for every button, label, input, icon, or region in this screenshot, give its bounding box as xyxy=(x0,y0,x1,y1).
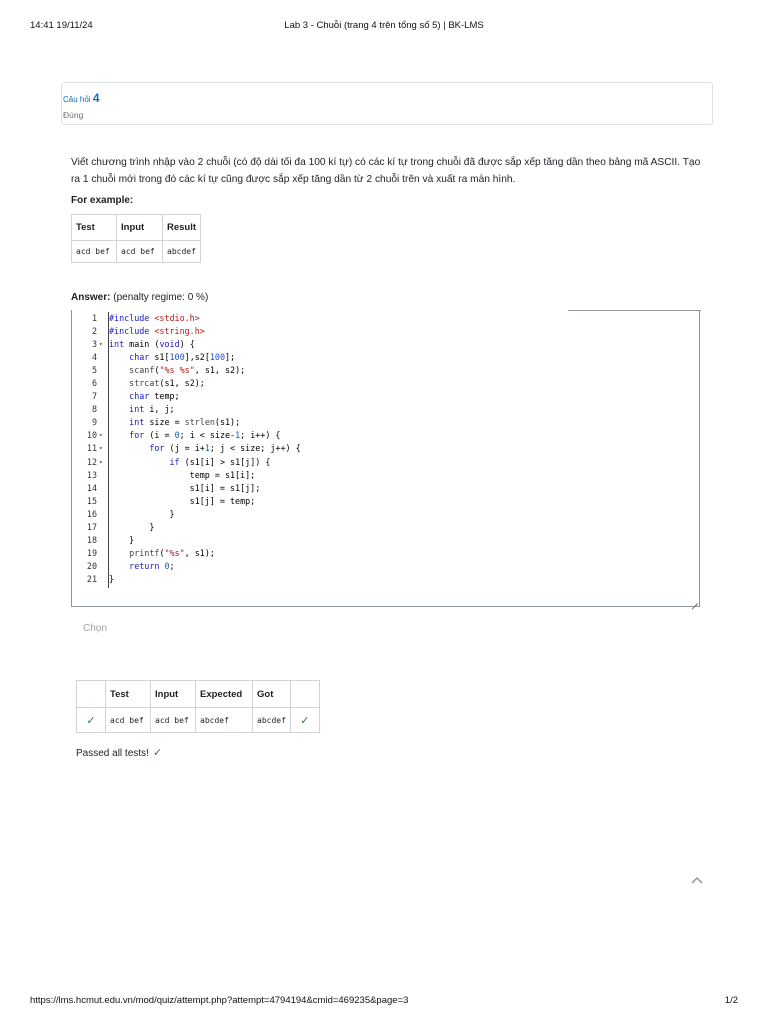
code-text: s1[i] = s1[j]; xyxy=(109,482,261,493)
line-number: 4 xyxy=(91,352,97,363)
answer-label xyxy=(71,292,208,303)
cell-expected: abcdef xyxy=(196,708,253,733)
header-status xyxy=(77,681,106,708)
header-input: Input xyxy=(117,215,163,241)
line-number: 7 xyxy=(91,391,97,402)
print-header xyxy=(30,20,738,34)
results-table xyxy=(76,680,320,733)
code-text: } xyxy=(109,534,135,545)
table-row xyxy=(72,241,201,263)
line-number: 14 xyxy=(86,482,97,493)
line-number: 8 xyxy=(91,404,97,415)
question-number-value: 4 xyxy=(92,91,100,105)
header-test: Test xyxy=(106,681,151,708)
line-number: 3 xyxy=(91,339,97,350)
question-label: Câu hỏi xyxy=(63,95,91,104)
line-number: 12 xyxy=(86,456,97,467)
passed-message xyxy=(76,746,162,759)
table-row xyxy=(77,708,320,733)
cell-test: acd bef xyxy=(106,708,151,733)
pass-check-icon xyxy=(77,708,106,733)
line-number: 2 xyxy=(91,326,97,337)
question-number xyxy=(63,91,100,105)
code-text: #include <string.h> xyxy=(109,326,205,337)
cell-input: acd bef xyxy=(117,241,163,263)
code-text: int i, j; xyxy=(129,404,175,415)
fold-icon[interactable]: ▾ xyxy=(99,341,103,349)
header-status-end xyxy=(290,681,319,708)
header-got: Got xyxy=(253,681,291,708)
editor-border-right xyxy=(699,310,700,607)
cell-input: acd bef xyxy=(151,708,196,733)
print-datetime: 14:41 19/11/24 xyxy=(30,20,93,31)
line-number: 9 xyxy=(91,417,97,428)
code-text: } xyxy=(109,508,175,519)
line-number: 15 xyxy=(86,495,97,506)
print-page-number: 1/2 xyxy=(724,995,738,1006)
code-text: if (s1[i] > s1[j]) { xyxy=(169,456,271,467)
results-table-header xyxy=(77,681,320,708)
fold-icon[interactable]: ▾ xyxy=(99,458,103,466)
header-expected: Expected xyxy=(196,681,253,708)
line-number: 18 xyxy=(86,534,97,545)
for-example-label: For example: xyxy=(71,195,134,206)
cell-result: abcdef xyxy=(163,241,201,263)
cell-test: acd bef xyxy=(72,241,117,263)
code-text: int main (void) { xyxy=(109,339,195,350)
example-table-header xyxy=(72,215,201,241)
line-number: 1 xyxy=(91,313,97,323)
line-number: 6 xyxy=(91,378,97,389)
code-text: } xyxy=(109,573,115,584)
code-text: #include <stdio.h> xyxy=(109,313,200,323)
chevron-up-icon[interactable] xyxy=(690,873,704,887)
check-icon: ✓ xyxy=(152,746,163,759)
question-text: Viết chương trình nhập vào 2 chuỗi (có độ dài tối đa 100 kí tự) có các kí tự trong chuỗi đã được sắp xếp tăng dần theo bảng mã ASCII. Tạo ra 1 chuỗi mới trong đó các kí tự cũng được sắp xếp tăng dần từ 2 chuỗi trên và xuất ra màn hình. xyxy=(71,157,701,185)
penalty-regime: (penalty regime: 0 %) xyxy=(113,292,209,303)
code-text: for (i = 0; i < size-1; i++) { xyxy=(129,430,281,441)
print-footer xyxy=(30,995,738,1006)
code-text: s1[j] = temp; xyxy=(109,495,256,506)
fold-icon[interactable]: ▾ xyxy=(99,445,103,453)
code-text: scanf("%s %s", s1, s2); xyxy=(129,365,246,376)
check-icon: ✓ xyxy=(300,713,310,727)
pass-check-icon-end xyxy=(290,708,319,733)
select-button[interactable]: Chọn xyxy=(83,623,107,634)
resize-handle-icon[interactable] xyxy=(690,596,698,604)
line-number: 19 xyxy=(86,547,97,558)
line-number: 10 xyxy=(86,430,97,441)
line-number: 5 xyxy=(91,365,97,376)
code-text: int size = strlen(s1); xyxy=(129,417,241,428)
question-info-box xyxy=(61,82,713,125)
fold-icon[interactable]: ▾ xyxy=(99,432,103,440)
code-text: strcat(s1, s2); xyxy=(129,378,205,389)
editor-border xyxy=(568,310,701,311)
code-text: char temp; xyxy=(129,391,180,402)
line-number: 17 xyxy=(86,521,97,532)
print-url: https://lms.hcmut.edu.vn/mod/quiz/attempt.php?attempt=4794194&cmid=469235&page=3 xyxy=(30,995,409,1006)
code-text: return 0; xyxy=(129,560,175,571)
line-number: 13 xyxy=(86,469,97,480)
passed-text: Passed all tests! xyxy=(76,748,149,759)
code-text: temp = s1[i]; xyxy=(109,469,256,480)
code-text: } xyxy=(109,521,155,532)
code-text: printf("%s", s1); xyxy=(129,547,215,558)
header-test: Test xyxy=(72,215,117,241)
question-state: Đúng xyxy=(63,110,84,120)
header-input: Input xyxy=(151,681,196,708)
line-number: 21 xyxy=(86,573,97,584)
code-editor[interactable] xyxy=(71,310,700,607)
code-text: for (j = i+1; j < size; j++) { xyxy=(149,443,301,454)
code-text: char s1[100],s2[100]; xyxy=(129,352,236,363)
example-table xyxy=(71,214,201,263)
cell-got: abcdef xyxy=(253,708,291,733)
print-page-title: Lab 3 - Chuỗi (trang 4 trên tổng số 5) | BK-LMS xyxy=(284,20,484,31)
check-icon: ✓ xyxy=(86,713,96,727)
line-number: 20 xyxy=(86,560,97,571)
line-number: 11 xyxy=(86,443,97,454)
line-number: 16 xyxy=(86,508,97,519)
answer-title: Answer: xyxy=(71,292,111,303)
header-result: Result xyxy=(163,215,201,241)
